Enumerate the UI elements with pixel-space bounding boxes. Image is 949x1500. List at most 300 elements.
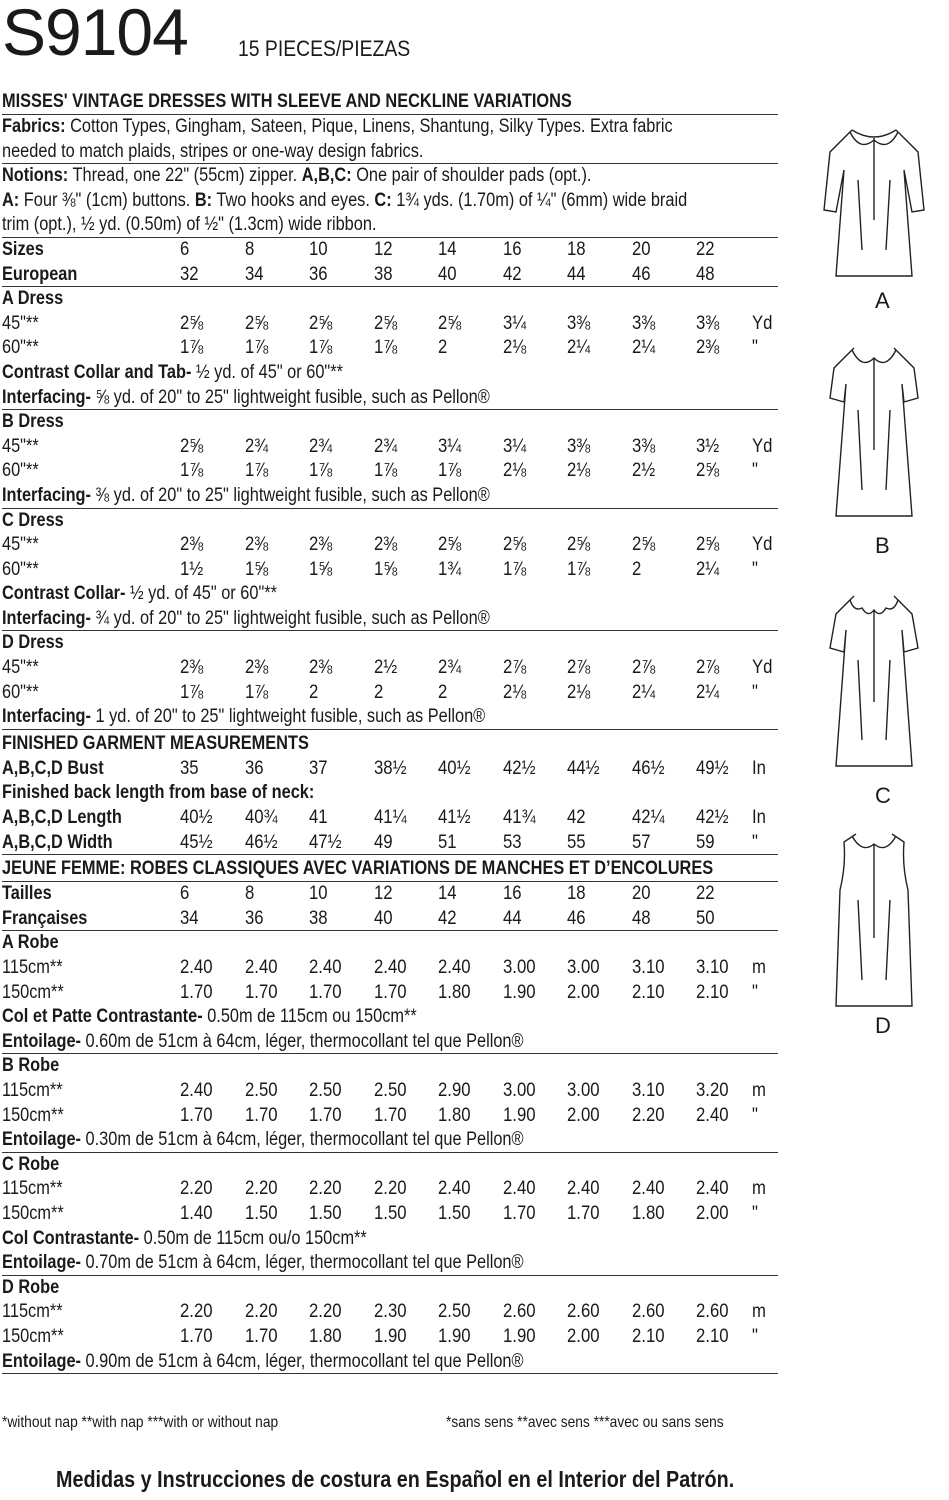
table-cell: 1.50: [438, 1202, 471, 1224]
table-cell: 2.40: [309, 957, 342, 978]
line-text: [2, 1030, 524, 1055]
line-detail: ⅜ yd. of 20" to 25" lightweight fusible, such as Pellon®: [90, 484, 490, 506]
table-cell: 1⅞: [244, 681, 268, 703]
unit-label: Yd: [752, 435, 773, 457]
table-cell: 1.70: [180, 1104, 213, 1126]
table-row: [2, 907, 778, 932]
table-cell: 51: [438, 831, 457, 853]
table-cell: 59: [696, 831, 715, 853]
row-label: 150cm**: [2, 1104, 64, 1126]
table-cell: 1⅞: [502, 558, 526, 580]
line-text: [2, 1005, 417, 1030]
text-line: [2, 484, 778, 509]
line-text: [2, 386, 490, 411]
table-cell: 1⅞: [244, 460, 268, 482]
table-cell: 3¼: [502, 435, 526, 457]
dress-back-sleeveless-icon: [800, 830, 949, 1020]
table-cell: 2: [438, 681, 448, 703]
table-row: [2, 1177, 778, 1202]
table-cell: 46½: [244, 831, 278, 853]
table-cell: 2.40: [180, 1079, 213, 1101]
table-cell: 42: [438, 907, 457, 929]
line-detail: 0.70m de 51cm à 64cm, léger, thermocollant tel que Pellon®: [80, 1252, 524, 1274]
nap-legend: [2, 1410, 778, 1436]
table-cell: 1.50: [244, 1202, 278, 1224]
table-cell: 1.80: [309, 1325, 342, 1347]
table-cell: 2⅛: [567, 681, 591, 703]
table-cell: 2¾: [438, 657, 462, 679]
table-cell: 8: [244, 238, 254, 260]
table-cell: 1⅞: [180, 337, 204, 359]
table-cell: 1.70: [244, 1325, 278, 1347]
table-cell: 32: [180, 263, 199, 285]
table-row: [2, 681, 778, 706]
table-cell: 1.70: [502, 1202, 536, 1224]
row-label: A,B,C,D Width: [2, 831, 113, 853]
line-detail: 0.30m de 51cm à 64cm, léger, thermocollant tel que Pellon®: [80, 1129, 524, 1151]
text-line: [2, 1251, 778, 1276]
row-label: 60"**: [2, 681, 39, 703]
table-cell: 1⅞: [373, 337, 397, 359]
row-label: 150cm**: [2, 1202, 64, 1224]
row-label: European: [2, 263, 78, 285]
table-cell: 2.40: [696, 1104, 729, 1126]
table-cell: 2⅝: [309, 312, 333, 334]
row-label: 150cm**: [2, 1325, 64, 1347]
nap-legend-french: *sans sens **avec sens ***avec ou sans sens: [446, 1414, 724, 1431]
table-cell: 22: [696, 883, 715, 905]
line-text: [2, 607, 490, 632]
dress-back-long-sleeve-icon: [800, 100, 949, 290]
line-text: [2, 1227, 367, 1252]
unit-label: In: [752, 757, 766, 779]
table-cell: 2.40: [244, 957, 278, 978]
view-heading: [2, 631, 778, 656]
table-row: [2, 956, 778, 981]
table-cell: 2.10: [696, 1325, 729, 1347]
table-row: [2, 312, 778, 337]
text-line: [2, 213, 778, 238]
line-detail: Cotton Types, Gingham, Sateen, Pique, Linens, Shantung, Silky Types. Extra fabric: [65, 116, 673, 137]
line-detail: 1 yd. of 20" to 25" lightweight fusible, such as Pellon®: [90, 706, 486, 728]
table-cell: 49½: [696, 757, 729, 779]
table-cell: 35: [180, 757, 199, 779]
line-label: Interfacing-: [2, 607, 91, 629]
unit-label: ": [752, 460, 758, 482]
table-cell: 1⅞: [244, 337, 268, 359]
table-cell: 34: [244, 263, 264, 285]
table-cell: 3⅜: [631, 312, 655, 334]
table-cell: 6: [180, 238, 190, 260]
view-heading: [2, 931, 778, 956]
line-text: [2, 705, 485, 730]
table-cell: 2¾: [309, 435, 333, 457]
line-label: Interfacing-: [2, 386, 91, 408]
table-cell: 18: [567, 238, 586, 260]
table-cell: 2.40: [438, 1178, 471, 1200]
table-cell: 44: [567, 263, 586, 285]
line-text: D Robe: [2, 1276, 60, 1298]
table-cell: 1.70: [244, 981, 278, 1003]
table-cell: 2⅝: [502, 534, 526, 556]
unit-label: ": [752, 1202, 758, 1224]
line-label: A,B,C:: [301, 165, 352, 187]
line-detail: ½ yd. of 45" or 60"**: [125, 583, 277, 605]
table-cell: 1.70: [309, 1104, 342, 1126]
table-cell: 42: [502, 263, 522, 285]
table-cell: 3¼: [438, 435, 462, 457]
line-text: D Dress: [2, 632, 64, 654]
table-cell: 37: [309, 757, 328, 779]
view-heading: [2, 781, 778, 806]
table-cell: 2⅛: [502, 681, 526, 703]
unit-label: m: [752, 957, 766, 978]
table-cell: 2.40: [373, 957, 407, 978]
view-c-drawing: [800, 590, 949, 808]
line-detail: One pair of shoulder pads (opt.).: [351, 165, 592, 187]
dress-back-scallop-collar-icon: [800, 590, 949, 780]
table-cell: 1.80: [631, 1202, 665, 1224]
line-detail: 0.90m de 51cm à 64cm, léger, thermocollant tel que Pellon®: [80, 1350, 524, 1372]
table-cell: 36: [244, 907, 264, 929]
table-cell: 46½: [631, 757, 665, 779]
table-cell: 18: [567, 883, 586, 905]
table-cell: 2.40: [180, 957, 213, 978]
text-line: [2, 164, 778, 189]
row-label: 60"**: [2, 337, 39, 359]
table-cell: 38½: [373, 757, 407, 779]
table-cell: 1.90: [373, 1325, 407, 1347]
table-cell: 1.70: [567, 1202, 600, 1224]
table-cell: 2.20: [244, 1301, 278, 1323]
line-text: JEUNE FEMME: ROBES CLASSIQUES AVEC VARIATIONS DE MANCHES ET D’ENCOLURES: [2, 858, 714, 880]
table-cell: 3⅜: [696, 312, 720, 334]
unit-label: ": [752, 681, 758, 703]
view-label-d: D: [875, 1013, 891, 1038]
line-label: Contrast Collar-: [2, 583, 126, 605]
view-heading: [2, 1054, 778, 1079]
table-cell: 2.20: [180, 1178, 213, 1200]
table-cell: 55: [567, 831, 586, 853]
row-label: 60"**: [2, 460, 39, 482]
table-row: [2, 435, 778, 460]
section-title: [2, 88, 778, 115]
table-row: [2, 981, 778, 1006]
table-cell: 2¼: [631, 681, 655, 703]
table-cell: 2⅝: [244, 312, 268, 334]
table-cell: 53: [502, 831, 522, 853]
table-cell: 20: [631, 883, 651, 905]
table-cell: 2: [373, 681, 383, 703]
row-label: 45"**: [2, 435, 39, 457]
table-cell: 1⅞: [309, 337, 333, 359]
table-cell: 2⅝: [373, 312, 397, 334]
text-line: [2, 361, 778, 386]
table-row: [2, 238, 778, 263]
line-text: B Dress: [2, 411, 64, 433]
table-cell: 2⅜: [180, 657, 204, 679]
table-cell: 1.70: [373, 981, 407, 1003]
line-detail: Thread, one 22" (55cm) zipper.: [68, 165, 302, 187]
table-cell: 1.50: [373, 1202, 407, 1224]
table-cell: 3.00: [502, 1079, 536, 1101]
table-cell: 49: [373, 831, 393, 853]
table-cell: 2.00: [567, 1325, 600, 1347]
line-text: [2, 361, 343, 386]
line-label: Col et Patte Contrastante-: [2, 1006, 203, 1028]
table-cell: 10: [309, 883, 328, 905]
view-heading: [2, 1153, 778, 1178]
table-row: [2, 1325, 778, 1350]
table-cell: 2⅜: [244, 534, 268, 556]
table-cell: 1⅝: [244, 558, 268, 580]
unit-label: m: [752, 1301, 766, 1323]
table-cell: 1.80: [438, 1104, 471, 1126]
text-line: [2, 582, 778, 607]
table-cell: 2.50: [244, 1079, 278, 1101]
table-cell: 2⅛: [502, 460, 526, 482]
line-label: Entoilage-: [2, 1030, 81, 1052]
technical-drawings: [800, 100, 949, 1060]
table-cell: 16: [502, 883, 522, 905]
table-cell: 1½: [180, 558, 204, 580]
table-cell: 2.00: [567, 981, 600, 1003]
table-cell: 2⅝: [631, 534, 655, 556]
piece-count: 15 PIECES/PIEZAS: [238, 36, 411, 61]
table-row: [2, 459, 778, 484]
table-cell: 2.40: [567, 1178, 600, 1200]
table-cell: 42½: [502, 757, 536, 779]
table-cell: 2.60: [631, 1301, 665, 1323]
unit-label: m: [752, 1079, 766, 1101]
text-line: [2, 140, 778, 165]
table-cell: 2¾: [244, 435, 268, 457]
unit-label: ": [752, 981, 758, 1003]
unit-label: m: [752, 1178, 766, 1200]
table-cell: 3⅜: [631, 435, 655, 457]
table-cell: 2.40: [438, 957, 471, 978]
unit-label: ": [752, 1325, 758, 1347]
table-cell: 1⅞: [567, 558, 591, 580]
table-cell: 2.40: [502, 1178, 536, 1200]
table-cell: 22: [696, 238, 715, 260]
line-text: [2, 1128, 524, 1153]
line-label: Col Contrastante-: [2, 1227, 140, 1249]
table-row: [2, 1202, 778, 1227]
table-cell: 2.00: [567, 1104, 600, 1126]
text-line: [2, 1030, 778, 1055]
table-cell: 2.20: [309, 1301, 342, 1323]
table-cell: 2.40: [696, 1178, 729, 1200]
table-cell: 1⅝: [373, 558, 397, 580]
table-cell: 41¼: [373, 807, 407, 829]
table-cell: 2.50: [438, 1301, 471, 1323]
table-cell: 3.10: [631, 1079, 665, 1101]
line-label: B:: [194, 189, 213, 211]
table-cell: 2: [309, 681, 319, 703]
line-detail: 1¾ yds. (1.70m) of ¼" (6mm) wide braid: [391, 189, 688, 211]
line-text: Finished back length from base of neck:: [2, 782, 315, 804]
table-cell: 36: [309, 263, 328, 285]
line-detail: 0.50m de 115cm ou/o 150cm**: [139, 1227, 367, 1249]
text-line: [2, 1350, 778, 1375]
row-label: Françaises: [2, 907, 88, 929]
line-label: Interfacing-: [2, 706, 91, 728]
text-line: [2, 607, 778, 632]
table-row: [2, 336, 778, 361]
nap-legend-english: *without nap **with nap ***with or without nap: [2, 1414, 279, 1431]
table-cell: 6: [180, 883, 190, 905]
table-cell: 42¼: [631, 807, 665, 829]
table-cell: 2.60: [567, 1301, 600, 1323]
table-cell: 2.60: [502, 1301, 536, 1323]
line-label: A:: [2, 189, 20, 211]
table-cell: 1.70: [373, 1104, 407, 1126]
view-heading: [2, 509, 778, 534]
table-cell: 2⅛: [502, 337, 526, 359]
table-cell: 41½: [438, 807, 471, 829]
line-label: Contrast Collar and Tab-: [2, 361, 192, 383]
table-row: [2, 656, 778, 681]
table-cell: 2⅞: [567, 657, 591, 679]
table-cell: 2.10: [631, 1325, 665, 1347]
view-label-b: B: [875, 533, 890, 558]
table-cell: 1.70: [180, 1325, 213, 1347]
table-cell: 2⅝: [696, 534, 720, 556]
table-row: [2, 831, 778, 856]
table-cell: 1.70: [244, 1104, 278, 1126]
row-label: 45"**: [2, 534, 39, 556]
line-detail: ¾ yd. of 20" to 25" lightweight fusible, such as Pellon®: [90, 607, 490, 629]
line-text: [2, 582, 277, 607]
text-line: [2, 1128, 778, 1153]
table-cell: 2.00: [696, 1202, 729, 1224]
view-b-drawing: [800, 340, 949, 558]
table-cell: 1.90: [502, 981, 536, 1003]
table-cell: 44: [502, 907, 522, 929]
table-cell: 2½: [631, 460, 655, 482]
table-cell: 2⅞: [696, 657, 720, 679]
table-cell: 2.60: [696, 1301, 729, 1323]
table-cell: 20: [631, 238, 651, 260]
table-cell: 16: [502, 238, 522, 260]
line-label: Fabrics:: [2, 116, 66, 137]
table-cell: 2⅛: [567, 460, 591, 482]
table-cell: 3.00: [567, 957, 600, 978]
section-title: [2, 730, 778, 757]
view-label-a: A: [875, 288, 890, 313]
yardage-chart: [2, 88, 778, 1374]
table-cell: 2.20: [373, 1178, 407, 1200]
line-detail: ½ yd. of 45" or 60"**: [191, 361, 343, 383]
line-text: trim (opt.), ½ yd. (0.50m) of ½" (1.3cm) wide ribbon.: [2, 214, 377, 236]
table-cell: 1.50: [309, 1202, 342, 1224]
line-detail: 0.50m de 115cm ou 150cm**: [202, 1006, 417, 1028]
table-cell: 2⅝: [567, 534, 591, 556]
table-cell: 2¼: [696, 558, 720, 580]
table-cell: 12: [373, 238, 393, 260]
row-label: 60"**: [2, 558, 39, 580]
text-line: [2, 705, 778, 730]
line-detail: Four ⅜" (1cm) buttons.: [19, 189, 195, 211]
table-cell: 1⅞: [309, 460, 333, 482]
table-cell: 2.50: [309, 1079, 342, 1101]
unit-label: ": [752, 337, 758, 359]
table-cell: 1.90: [502, 1325, 536, 1347]
table-cell: 1.90: [502, 1104, 536, 1126]
table-cell: 40½: [438, 757, 471, 779]
view-label-c: C: [875, 783, 891, 808]
pattern-number: S9104: [2, 0, 188, 69]
row-label: 115cm**: [2, 1178, 63, 1200]
table-cell: 1.40: [180, 1202, 213, 1224]
table-cell: 44½: [567, 757, 600, 779]
table-cell: 2.20: [631, 1104, 665, 1126]
line-detail: ⅝ yd. of 20" to 25" lightweight fusible, such as Pellon®: [90, 386, 490, 408]
table-cell: 14: [438, 883, 457, 905]
unit-label: Yd: [752, 534, 773, 556]
table-cell: 48: [631, 907, 651, 929]
view-d-drawing: [800, 830, 949, 1038]
unit-label: ": [752, 1104, 758, 1126]
table-cell: 47½: [309, 831, 342, 853]
table-cell: 3⅜: [567, 312, 591, 334]
section-title: [2, 855, 778, 882]
view-heading: [2, 410, 778, 435]
table-cell: 2.20: [244, 1178, 278, 1200]
table-row: [2, 533, 778, 558]
table-cell: 40½: [180, 807, 213, 829]
table-cell: 36: [244, 757, 264, 779]
table-cell: 38: [309, 907, 328, 929]
table-cell: 12: [373, 883, 393, 905]
table-cell: 1⅞: [180, 460, 204, 482]
table-cell: 2.20: [180, 1301, 213, 1323]
spanish-note: Medidas y Instrucciones de costura en Español en el Interior del Patrón.: [56, 1466, 735, 1492]
table-cell: 3½: [696, 435, 720, 457]
table-cell: 42: [567, 807, 586, 829]
table-cell: 3¼: [502, 312, 526, 334]
table-cell: 2.50: [373, 1079, 407, 1101]
table-row: [2, 806, 778, 831]
table-cell: 8: [244, 883, 254, 905]
table-cell: 2¼: [567, 337, 591, 359]
table-cell: 50: [696, 907, 715, 929]
line-label: Interfacing-: [2, 484, 91, 506]
table-cell: 46: [631, 263, 651, 285]
line-text: [2, 1350, 524, 1375]
row-label: 150cm**: [2, 981, 64, 1003]
table-cell: 2¾: [373, 435, 397, 457]
table-cell: 2.20: [309, 1178, 342, 1200]
table-cell: 1⅝: [309, 558, 333, 580]
table-cell: 2¼: [696, 681, 720, 703]
table-cell: 2.40: [631, 1178, 665, 1200]
table-cell: 40¾: [244, 807, 278, 829]
table-cell: 2⅜: [309, 534, 333, 556]
table-cell: 3.00: [567, 1079, 600, 1101]
table-cell: 2⅜: [244, 657, 268, 679]
table-cell: 2⅝: [180, 312, 204, 334]
table-cell: 2.90: [438, 1079, 471, 1101]
unit-label: Yd: [752, 657, 773, 679]
row-label: Sizes: [2, 238, 44, 260]
table-cell: 1.90: [438, 1325, 471, 1347]
row-label: A,B,C,D Bust: [2, 757, 104, 779]
table-cell: 2⅜: [373, 534, 397, 556]
table-cell: 2⅝: [438, 312, 462, 334]
table-cell: 2: [631, 558, 641, 580]
